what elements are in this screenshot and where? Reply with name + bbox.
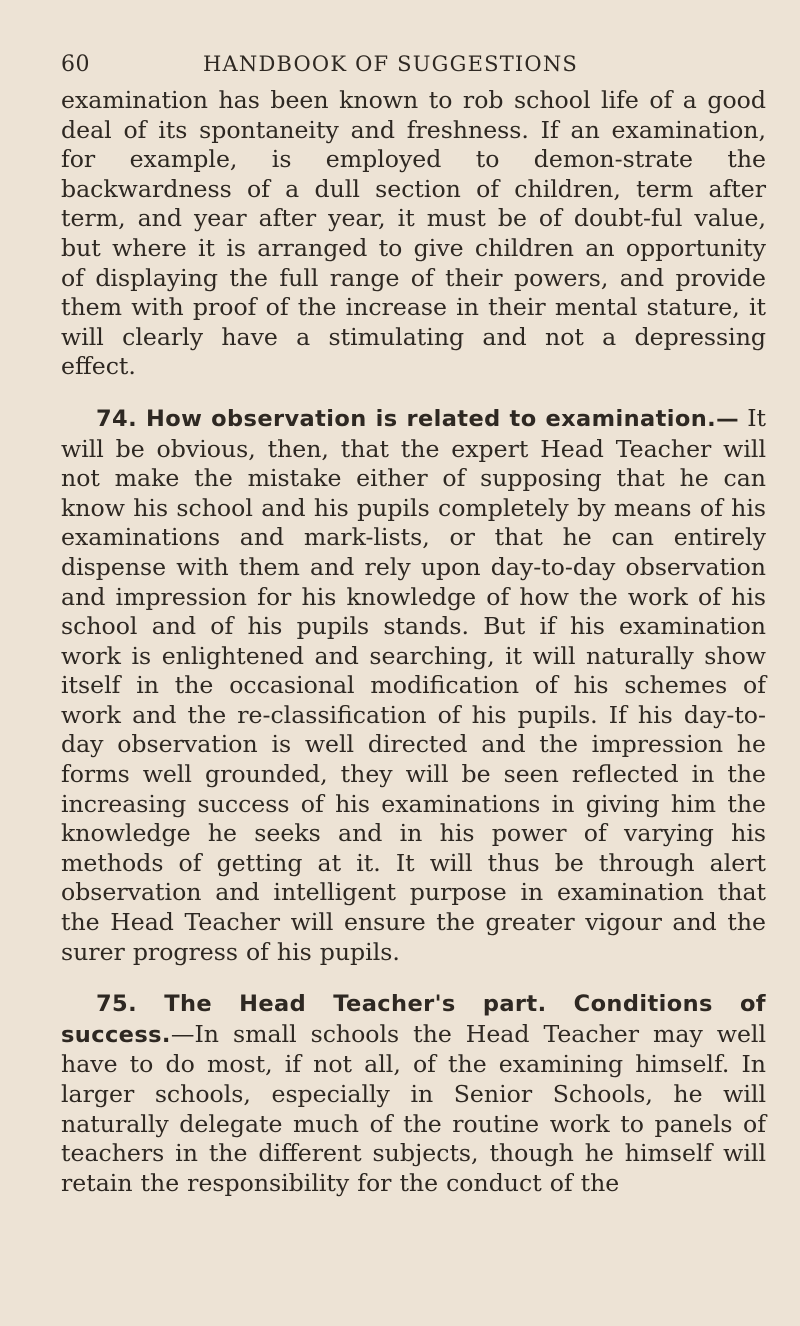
paragraph-text: It will be obvious, then, that the expert Head Teacher will not make the mistake either of supposing that he can know his school and his pupils completely by means of his examinations and mark-lists, or that he can entirely dispense with them and rely upon day-to-day observation and impression for his knowledge of how the work of his school and of his pupils stands. But if his examination work is enlightened and searching, it will naturally show itself in the occasional modification of his schemes of work and the re-classification of his pupils. If his day-to-day observation is well directed and the impression he forms well grounded, they will be seen reflected in the increasing success of his examinations in giving him the knowledge he seeks and in his power of varying his methods of getting at it. It will thus be through alert observation and intelligent purpose in examination that the Head Teacher will ensure the greater vigour and the surer progress of his pupils. (61, 403, 767, 966)
paragraph-continuation (61, 86, 766, 382)
section-heading-74: 74. How observation is related to examination.— (96, 405, 739, 432)
paragraph-text: examination has been known to rob school life of a good deal of its spontaneity and freshness. If an examination, for example, is employed to demon-strate the backwardness of a dull section of children, term after term, and year after year, it must be of doubt-ful value, but where it is arranged to give children an opportunity of displaying the full range of their powers, and provide them with proof of the increase in their mental stature, it will clearly have a stimulating and not a depressing effect. (61, 86, 766, 381)
paragraph-section-74 (61, 404, 766, 967)
running-title: HANDBOOK OF SUGGESTIONS (203, 52, 579, 76)
page-number: 60 (61, 52, 90, 77)
paragraph-section-75 (61, 989, 766, 1198)
running-head (61, 52, 766, 86)
book-page (61, 52, 766, 1198)
section-heading-75: 75. The Head Teacher's part. Conditions of success. (61, 991, 766, 1048)
paragraph-text: —In small schools the Head Teacher may well have to do most, if not all, of the examining himself. In larger schools, especially in Senior Schools, he will naturally delegate much of the routine work to panels of teachers in the different subjects, though he himself will retain the responsibility for the conduct of the (61, 1019, 766, 1197)
